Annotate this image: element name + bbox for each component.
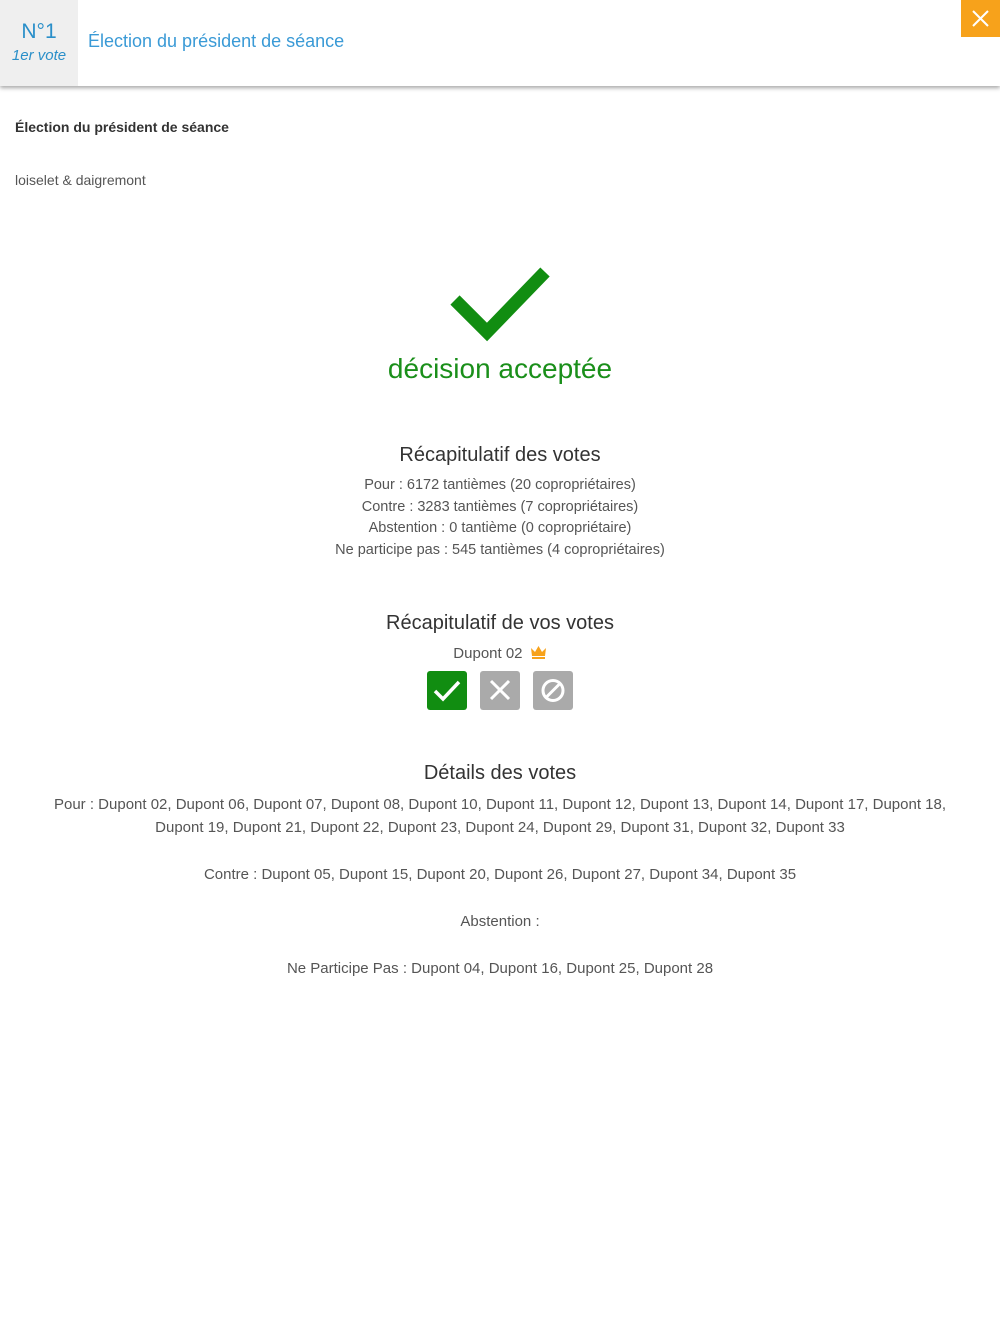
summary-pour: Pour : 6172 tantièmes (20 copropriétaires) xyxy=(364,477,636,493)
check-icon xyxy=(427,671,467,710)
vote-pour-button[interactable] xyxy=(427,671,467,710)
vote-abstention-button[interactable] xyxy=(533,671,573,710)
summary-contre: Contre : 3283 tantièmes (7 copropriétaires) xyxy=(361,498,639,515)
your-votes-title: Récapitulatif de vos votes xyxy=(386,612,614,634)
crown-icon xyxy=(530,645,547,659)
details-pour: Pour : Dupont 02, Dupont 06, Dupont 07, Dupont 08, Dupont 10, Dupont 11, Dupont 12, Dupont 13, Dupont 14, Dupont 17, Dupont 18, xyxy=(53,796,947,813)
details-pour-continued: Dupont 19, Dupont 21, Dupont 22, Dupont 23, Dupont 24, Dupont 29, Dupont 31, Dupont 32, Dupont 33 xyxy=(155,819,845,836)
owner-name: Dupont 02 xyxy=(453,645,523,662)
resolution-description: loiselet & daigremont xyxy=(15,172,146,188)
checkmark-icon xyxy=(449,266,551,342)
details-ne-participe-pas: Ne Participe Pas : Dupont 04, Dupont 16, Dupont 25, Dupont 28 xyxy=(286,960,714,977)
header-title: Élection du président de séance xyxy=(88,31,345,51)
summary-abstention: Abstention : 0 tantième (0 copropriétaire) xyxy=(368,520,632,536)
vote-round: 1er vote xyxy=(11,47,67,64)
resolution-title: Élection du président de séance xyxy=(15,119,229,135)
details-title: Détails des votes xyxy=(423,762,577,784)
resolution-badge xyxy=(0,0,78,86)
details-abstention: Abstention : xyxy=(460,913,540,930)
summary-list xyxy=(0,475,1000,561)
resolution-number: N°1 xyxy=(21,20,57,43)
summary-ne-participe-pas: Ne participe pas : 545 tantièmes (4 copropriétaires) xyxy=(335,541,665,558)
cross-icon xyxy=(480,671,520,710)
details-contre: Contre : Dupont 05, Dupont 15, Dupont 20, Dupont 26, Dupont 27, Dupont 34, Dupont 35 xyxy=(203,866,797,883)
close-button[interactable] xyxy=(961,0,1000,37)
ban-icon xyxy=(533,671,573,710)
owner-row xyxy=(0,645,1000,662)
close-icon xyxy=(971,9,990,28)
vote-buttons xyxy=(427,671,574,711)
details-list xyxy=(20,793,980,980)
header-bar xyxy=(0,0,1000,86)
decision-label: décision acceptée xyxy=(387,353,613,384)
summary-title: Récapitulatif des votes xyxy=(399,444,601,466)
vote-contre-button[interactable] xyxy=(480,671,520,710)
